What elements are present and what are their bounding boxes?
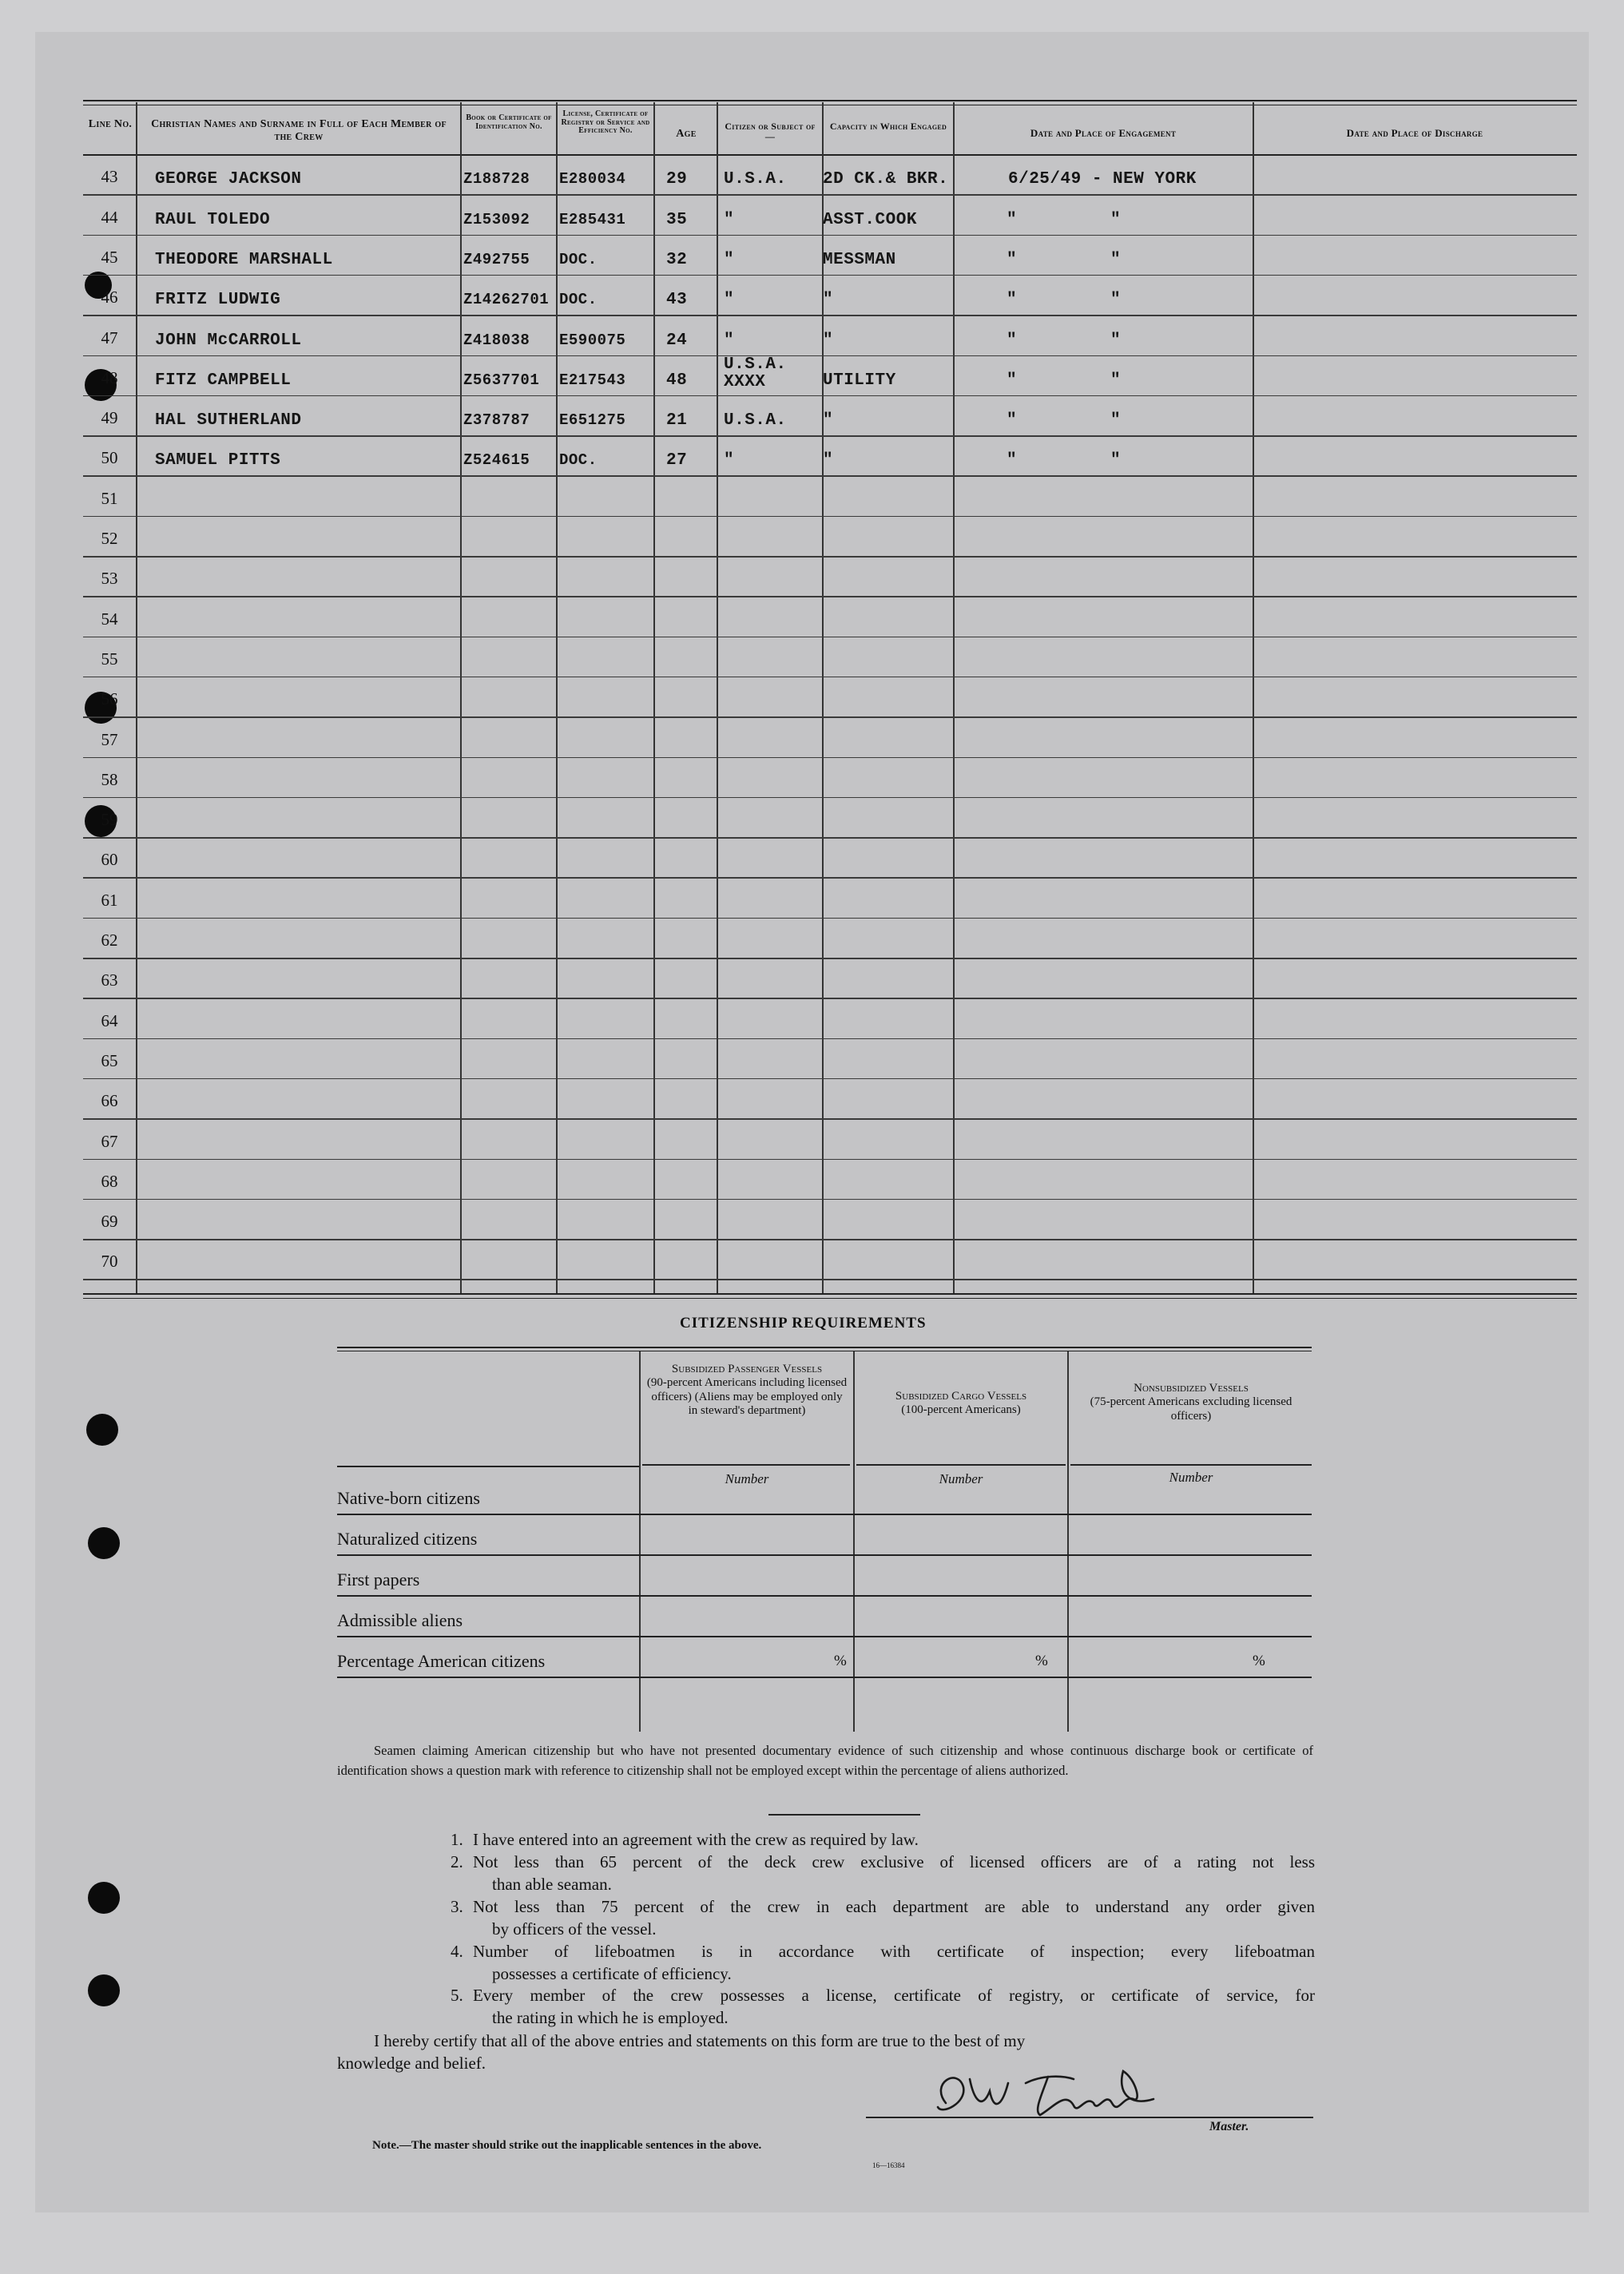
statement-text: Every member of the crew possesses a license, certificate of registry, or certificate of service, for: [473, 1986, 1315, 2006]
statement-item: [451, 1941, 1315, 1963]
line-number: 70: [101, 1252, 118, 1272]
statement-continuation: the rating in which he is employed.: [492, 2008, 729, 2028]
master-signature: [914, 2059, 1233, 2131]
crew-capacity: 2D CK.& BKR.: [823, 170, 949, 189]
header-name: Christian Names and Surname in Full of Each Member of the Crew: [151, 118, 447, 144]
crew-date: ": [1007, 371, 1018, 390]
statement-number: 1.: [451, 1830, 463, 1849]
crew-citizen: U.S.A.: [724, 355, 787, 374]
row-rule: [83, 1038, 1577, 1040]
crew-age: 32: [666, 250, 688, 269]
row-rule: [83, 275, 1577, 276]
header-discharge: Date and Place of Discharge: [1346, 127, 1483, 139]
col3-sub: (75-percent Americans excluding licensed officers): [1090, 1395, 1292, 1423]
citizenship-row-rule: [337, 1677, 1312, 1678]
statement-item: [451, 1985, 1315, 2007]
row-rule: [83, 395, 1577, 397]
crew-citizen: ": [724, 250, 735, 269]
crew-citizen: U.S.A.: [724, 411, 787, 431]
header-citizen: Citizen or Subject of—: [725, 121, 816, 142]
crew-citizen: ": [724, 331, 735, 350]
statements-list: [451, 1829, 1315, 2030]
percent-sign: %: [1253, 1653, 1265, 1669]
punch-hole: [88, 1527, 120, 1559]
line-number: 55: [101, 649, 118, 669]
row-rule: [83, 516, 1577, 518]
crew-license: DOC.: [559, 451, 598, 470]
row-rule: [83, 1239, 1577, 1240]
header-license: License, Certificate of Registry or Service and Efficiency No.: [561, 109, 650, 135]
row-rule: [83, 797, 1577, 799]
line-number: 54: [101, 609, 118, 629]
line-number: 51: [101, 488, 118, 508]
line-number: 56: [101, 689, 118, 709]
statement-item: [451, 1851, 1315, 1874]
col-subsidized-passenger: [645, 1363, 848, 1418]
crew-place: ": [1110, 411, 1122, 431]
crew-date: ": [1007, 411, 1018, 431]
crew-date: ": [1007, 291, 1018, 310]
crew-citizen: U.S.A.: [724, 170, 787, 189]
row-rule: [83, 435, 1577, 437]
statement-text: Not less than 75 percent of the crew in each department are able to understand any order given: [473, 1896, 1315, 1916]
line-number: 58: [101, 769, 118, 789]
citizenship-row-rule: [337, 1636, 1312, 1637]
crew-date: 6/25/49 - NEW YORK: [1008, 170, 1197, 189]
citizenship-row-label: First papers: [337, 1570, 420, 1589]
line-number: 63: [101, 970, 118, 990]
crew-citizen: ": [724, 291, 735, 310]
line-number: 62: [101, 931, 118, 950]
row-rule: [83, 1199, 1577, 1200]
crew-date: ": [1007, 451, 1018, 470]
number-label: Number: [1169, 1470, 1213, 1485]
header-line-no: Line No.: [88, 118, 133, 130]
row-rule: [83, 716, 1577, 718]
crew-capacity: ": [823, 411, 834, 431]
statement-continuation: than able seaman.: [492, 1874, 612, 1894]
line-number: 61: [101, 890, 118, 910]
crew-date: ": [1007, 250, 1018, 269]
number-label: Number: [939, 1471, 983, 1486]
citizenship-title: CITIZENSHIP REQUIREMENTS: [680, 1315, 927, 1331]
header-book: Book or Certificate of Identification No.: [466, 113, 552, 131]
crew-citizen-struck: XXXX: [724, 372, 766, 391]
line-number: 67: [101, 1131, 118, 1151]
row-rule: [83, 998, 1577, 999]
crew-age: 24: [666, 331, 688, 350]
row-rule: [83, 1118, 1577, 1120]
col3-title: Nonsubsidized Vessels: [1134, 1382, 1249, 1395]
row-rule: [83, 475, 1577, 477]
crew-name: FITZ CAMPBELL: [155, 371, 292, 390]
row-rule: [83, 918, 1577, 919]
certify-line-2: knowledge and belief.: [337, 2053, 486, 2073]
crew-capacity: ": [823, 291, 834, 310]
line-number: 49: [101, 408, 118, 428]
line-number: 60: [101, 850, 118, 870]
crew-book: Z14262701: [463, 291, 550, 309]
crew-place: ": [1110, 331, 1122, 350]
crew-citizen: ": [724, 210, 735, 229]
document-page: [35, 32, 1589, 2212]
col-subsidized-cargo: [860, 1390, 1062, 1418]
crew-license: E651275: [559, 411, 626, 430]
crew-license: E590075: [559, 331, 626, 349]
col-nonsubsidized: [1075, 1382, 1307, 1423]
crew-capacity: MESSMAN: [823, 250, 896, 269]
crew-place: ": [1110, 210, 1122, 229]
row-rule: [83, 194, 1577, 196]
punch-hole: [88, 1882, 120, 1914]
statement-text: Not less than 65 percent of the deck crew exclusive of licensed officers are of a rating not less: [473, 1851, 1315, 1871]
line-number: 52: [101, 529, 118, 548]
row-rule: [83, 757, 1577, 759]
percent-sign: %: [834, 1653, 847, 1669]
crew-book: Z492755: [463, 250, 530, 268]
punch-hole: [86, 1414, 118, 1446]
crew-name: FRITZ LUDWIG: [155, 291, 281, 310]
row-rule: [83, 877, 1577, 879]
col2-title: Subsidized Cargo Vessels: [895, 1390, 1027, 1403]
crew-name: GEORGE JACKSON: [155, 170, 302, 189]
crew-book: Z5637701: [463, 371, 540, 389]
crew-capacity: ASST.COOK: [823, 210, 917, 229]
statement-number: 5.: [451, 1986, 463, 2006]
crew-capacity: ": [823, 331, 834, 350]
crew-date: ": [1007, 210, 1018, 229]
crew-name: THEODORE MARSHALL: [155, 250, 333, 269]
crew-age: 35: [666, 210, 688, 229]
crew-age: 21: [666, 411, 688, 431]
statement-continuation: possesses a certificate of efficiency.: [492, 1963, 732, 1983]
citizenship-row-label: Native-born citizens: [337, 1488, 480, 1508]
percent-sign: %: [1035, 1653, 1048, 1669]
statement-number: 2.: [451, 1851, 463, 1871]
line-number: 66: [101, 1091, 118, 1111]
crew-date: ": [1007, 331, 1018, 350]
row-rule: [83, 1279, 1577, 1280]
crew-book: Z188728: [463, 170, 530, 189]
master-label: Master.: [1209, 2120, 1249, 2133]
citizenship-row-label: Percentage American citizens: [337, 1651, 546, 1671]
row-rule: [83, 637, 1577, 638]
row-rule: [83, 556, 1577, 558]
row-rule: [83, 1159, 1577, 1161]
seamen-note: Seamen claiming American citizenship but who have not presented documentary evidence of such citizenship and whose continuous discharge book or certificate of identification shows a question mark with reference to citizenship shall not be employed except within the percentage of aliens authorized.: [337, 1743, 1313, 1778]
line-number: 59: [101, 810, 118, 830]
line-number: 68: [101, 1171, 118, 1191]
crew-license: DOC.: [559, 250, 598, 268]
header-engagement: Date and Place of Engagement: [1030, 127, 1177, 139]
crew-license: E285431: [559, 210, 626, 228]
line-number: 64: [101, 1010, 118, 1030]
row-rule: [83, 958, 1577, 959]
line-number: 65: [101, 1050, 118, 1070]
crew-book: Z418038: [463, 331, 530, 349]
row-rule: [83, 315, 1577, 316]
header-age: Age: [676, 128, 697, 140]
crew-age: 27: [666, 451, 688, 470]
crew-place: ": [1110, 451, 1122, 470]
line-number: 44: [101, 207, 118, 227]
citizenship-row-label: Naturalized citizens: [337, 1529, 478, 1549]
crew-book: Z378787: [463, 411, 530, 430]
statement-item: [451, 1829, 1315, 1851]
number-label: Number: [725, 1471, 769, 1486]
row-rule: [83, 235, 1577, 236]
crew-place: ": [1110, 250, 1122, 269]
crew-license: E217543: [559, 371, 626, 389]
crew-name: HAL SUTHERLAND: [155, 411, 302, 431]
crew-age: 43: [666, 291, 688, 310]
col2-sub: (100-percent Americans): [901, 1403, 1021, 1417]
statement-item: [451, 1896, 1315, 1919]
crew-name: JOHN McCARROLL: [155, 331, 302, 350]
crew-name: SAMUEL PITTS: [155, 451, 281, 470]
crew-place: ": [1110, 291, 1122, 310]
crew-book: Z153092: [463, 210, 530, 228]
line-number: 46: [101, 288, 118, 308]
line-number: 53: [101, 569, 118, 589]
citizenship-row-rule: [337, 1554, 1312, 1556]
row-rule: [83, 355, 1577, 357]
citizenship-row-rule: [337, 1595, 1312, 1597]
col1-sub: (90-percent Americans including licensed officers) (Aliens may be employed only in steward's department): [646, 1376, 848, 1417]
punch-hole: [88, 1974, 120, 2006]
line-number: 43: [101, 167, 118, 187]
statement-text: I have entered into an agreement with the crew as required by law.: [473, 1830, 919, 1849]
statement-continuation: by officers of the vessel.: [492, 1919, 657, 1939]
row-rule: [83, 596, 1577, 597]
crew-citizen: ": [724, 451, 735, 470]
crew-capacity: UTILITY: [823, 371, 896, 390]
crew-license: DOC.: [559, 291, 598, 309]
statement-number: 3.: [451, 1896, 463, 1916]
crew-age: 29: [666, 170, 688, 189]
header-capacity: Capacity in Which Engaged: [829, 121, 947, 132]
form-number: 16—16384: [872, 2161, 905, 2169]
crew-capacity: ": [823, 451, 834, 470]
citizenship-row-label: Admissible aliens: [337, 1610, 463, 1630]
row-rule: [83, 677, 1577, 678]
line-number: 57: [101, 729, 118, 749]
footer-note: Note.—The master should strike out the inapplicable sentences in the above.: [372, 2139, 762, 2152]
crew-place: ": [1110, 371, 1122, 390]
line-number: 69: [101, 1212, 118, 1232]
statement-text: Number of lifeboatmen is in accordance with certificate of inspection; every lifeboatman: [473, 1941, 1315, 1961]
line-number: 47: [101, 327, 118, 347]
crew-book: Z524615: [463, 451, 530, 470]
line-number: 50: [101, 448, 118, 468]
crew-license: E280034: [559, 170, 626, 189]
crew-age: 48: [666, 371, 688, 390]
statement-number: 4.: [451, 1941, 463, 1961]
row-rule: [83, 1078, 1577, 1080]
citizenship-row-rule: [337, 1514, 1312, 1515]
col1-title: Subsidized Passenger Vessels: [671, 1363, 823, 1375]
line-number: 45: [101, 247, 118, 267]
certify-line-1: I hereby certify that all of the above entries and statements on this form are true to the best of my: [374, 2031, 1026, 2050]
line-number: 48: [101, 367, 118, 387]
crew-name: RAUL TOLEDO: [155, 210, 271, 229]
row-rule: [83, 837, 1577, 839]
